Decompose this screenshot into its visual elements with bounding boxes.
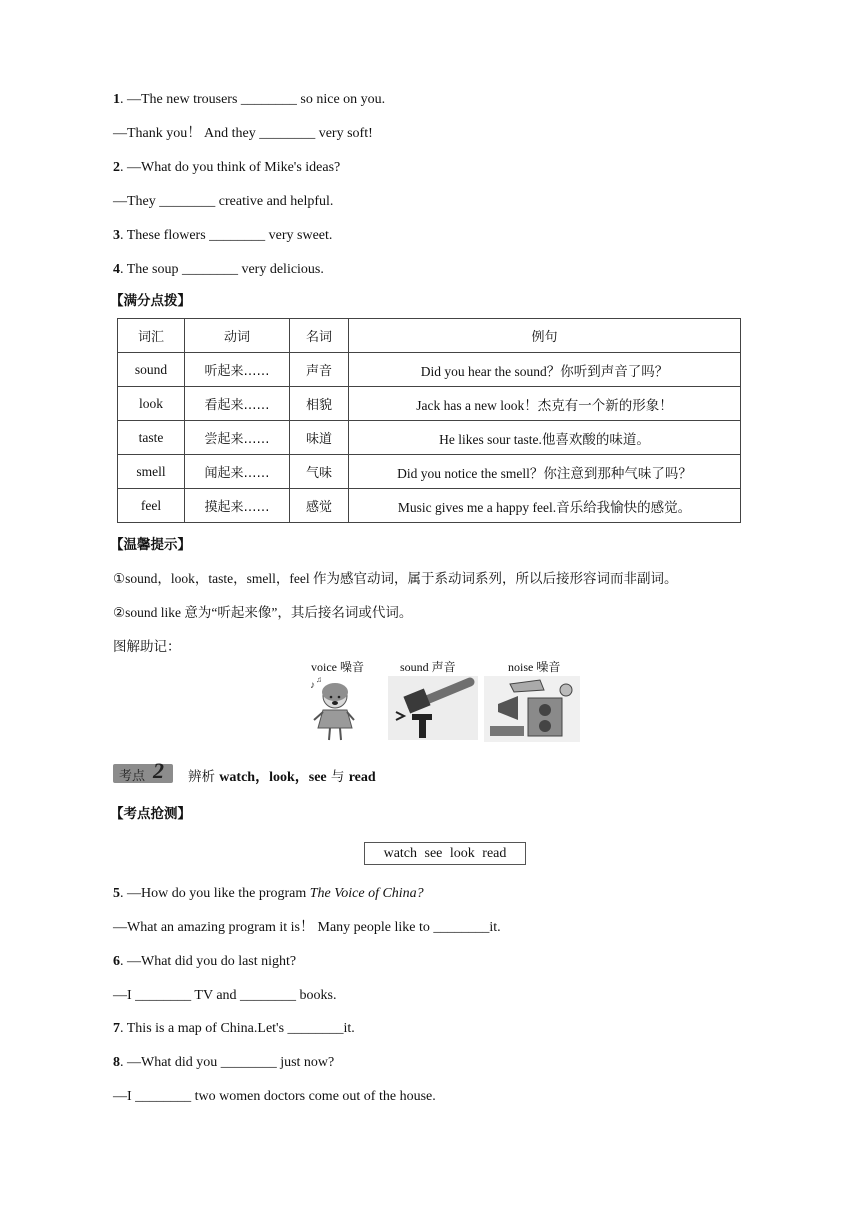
hammer-icon <box>388 676 478 740</box>
question-text: . This is a map of China.Let's ________it. <box>120 1021 355 1036</box>
table-cell: 声音 <box>290 353 349 387</box>
table-cell: Jack has a new look！杰克有一个新的形象！ <box>349 387 741 421</box>
table-row <box>118 489 741 523</box>
question-number: 5 <box>113 886 120 901</box>
girl-singing-icon <box>308 676 358 744</box>
question-5-reply: —What an amazing program it is！ Many people like to ________it. <box>113 920 501 935</box>
svg-text:♪: ♪ <box>310 680 315 691</box>
table-row <box>118 387 741 421</box>
table-cell: 摸起来…… <box>185 489 290 523</box>
table-cell: taste <box>118 421 185 455</box>
question-number: 2 <box>113 160 120 175</box>
table-cell: Music gives me a happy feel.音乐给我愉快的感觉。 <box>349 489 741 523</box>
table-cell: 气味 <box>290 455 349 489</box>
question-text: . —What did you ________ just now? <box>120 1055 335 1070</box>
table-cell: 感觉 <box>290 489 349 523</box>
table-cell: look <box>118 387 185 421</box>
picture-label-sound: sound 声音 <box>400 660 456 674</box>
test-heading: 【考点抢测】 <box>110 806 191 822</box>
table-cell: 听起来…… <box>185 353 290 387</box>
tips-heading: 【满分点拨】 <box>110 293 191 309</box>
table-cell: feel <box>118 489 185 523</box>
question-text: . —How do you like the program <box>120 886 310 901</box>
kaodian-badge-text: 考点 <box>119 769 146 784</box>
kaodian-title-words: watch，look，see <box>219 770 327 785</box>
table-cell: 相貌 <box>290 387 349 421</box>
question-6 <box>113 953 296 971</box>
question-2-reply: —They ________ creative and helpful. <box>113 194 334 209</box>
warm-heading: 【温馨提示】 <box>110 537 191 553</box>
question-number: 4 <box>113 262 120 277</box>
question-text: . These flowers ________ very sweet. <box>120 228 333 243</box>
kaodian-title-mid: 与 <box>326 769 349 785</box>
question-8 <box>113 1054 334 1072</box>
table-header: 例句 <box>349 319 741 353</box>
kaodian-title <box>188 768 376 787</box>
picture-label-voice: voice 噪音 <box>311 660 364 674</box>
table-cell: smell <box>118 455 185 489</box>
noise-pile-icon <box>484 676 580 742</box>
svg-text:♫: ♫ <box>316 676 322 684</box>
question-8-reply: —I ________ two women doctors come out of the house. <box>113 1089 436 1104</box>
table-cell: 味道 <box>290 421 349 455</box>
question-number: 3 <box>113 228 120 243</box>
question-4 <box>113 261 324 279</box>
question-text: . —What did you do last night? <box>120 954 297 969</box>
question-6-reply: —I ________ TV and ________ books. <box>113 988 337 1003</box>
table-cell: sound <box>118 353 185 387</box>
question-number: 8 <box>113 1055 120 1070</box>
table-row <box>118 353 741 387</box>
table-cell: 闻起来…… <box>185 455 290 489</box>
question-3 <box>113 227 332 245</box>
picture-label-noise: noise 噪音 <box>508 660 561 674</box>
question-text: . The soup ________ very delicious. <box>120 262 324 277</box>
question-number: 1 <box>113 92 120 107</box>
table-cell: Did you notice the smell？你注意到那种气味了吗？ <box>349 455 741 489</box>
table-header: 词汇 <box>118 319 185 353</box>
question-1-reply: —Thank you！ And they ________ very soft! <box>113 126 373 141</box>
table-row <box>118 455 741 489</box>
table-cell: 看起来…… <box>185 387 290 421</box>
diagram-heading: 图解助记： <box>113 639 181 655</box>
table-cell: 尝起来…… <box>185 421 290 455</box>
question-number: 7 <box>113 1021 120 1036</box>
question-2 <box>113 159 340 177</box>
table-cell: He likes sour taste.他喜欢酸的味道。 <box>349 421 741 455</box>
warm-tip-1: ①sound，look，taste，smell，feel 作为感官动词，属于系动词系列，所以后接形容词而非副词。 <box>113 571 678 586</box>
question-1 <box>113 91 385 109</box>
question-number: 6 <box>113 954 120 969</box>
table-header-row <box>118 319 741 353</box>
program-title: The Voice of China? <box>309 886 424 901</box>
table-header: 动词 <box>185 319 290 353</box>
table-cell: Did you hear the sound？你听到声音了吗？ <box>349 353 741 387</box>
question-text: . —What do you think of Mike's ideas? <box>120 160 341 175</box>
kaodian-title-prefix: 辨析 <box>188 769 220 785</box>
question-7 <box>113 1020 355 1038</box>
warm-tip-2: ②sound like 意为“听起来像”，其后接名词或代词。 <box>113 605 413 620</box>
question-text: . —The new trousers ________ so nice on you. <box>120 92 386 107</box>
table-row <box>118 421 741 455</box>
vocab-table <box>117 318 741 523</box>
question-5 <box>113 885 424 903</box>
kaodian-title-end: read <box>348 770 376 785</box>
word-box: watch see look read <box>364 842 526 865</box>
kaodian-badge <box>113 758 173 784</box>
table-header: 名词 <box>290 319 349 353</box>
kaodian-badge-number: 2 <box>153 758 164 783</box>
